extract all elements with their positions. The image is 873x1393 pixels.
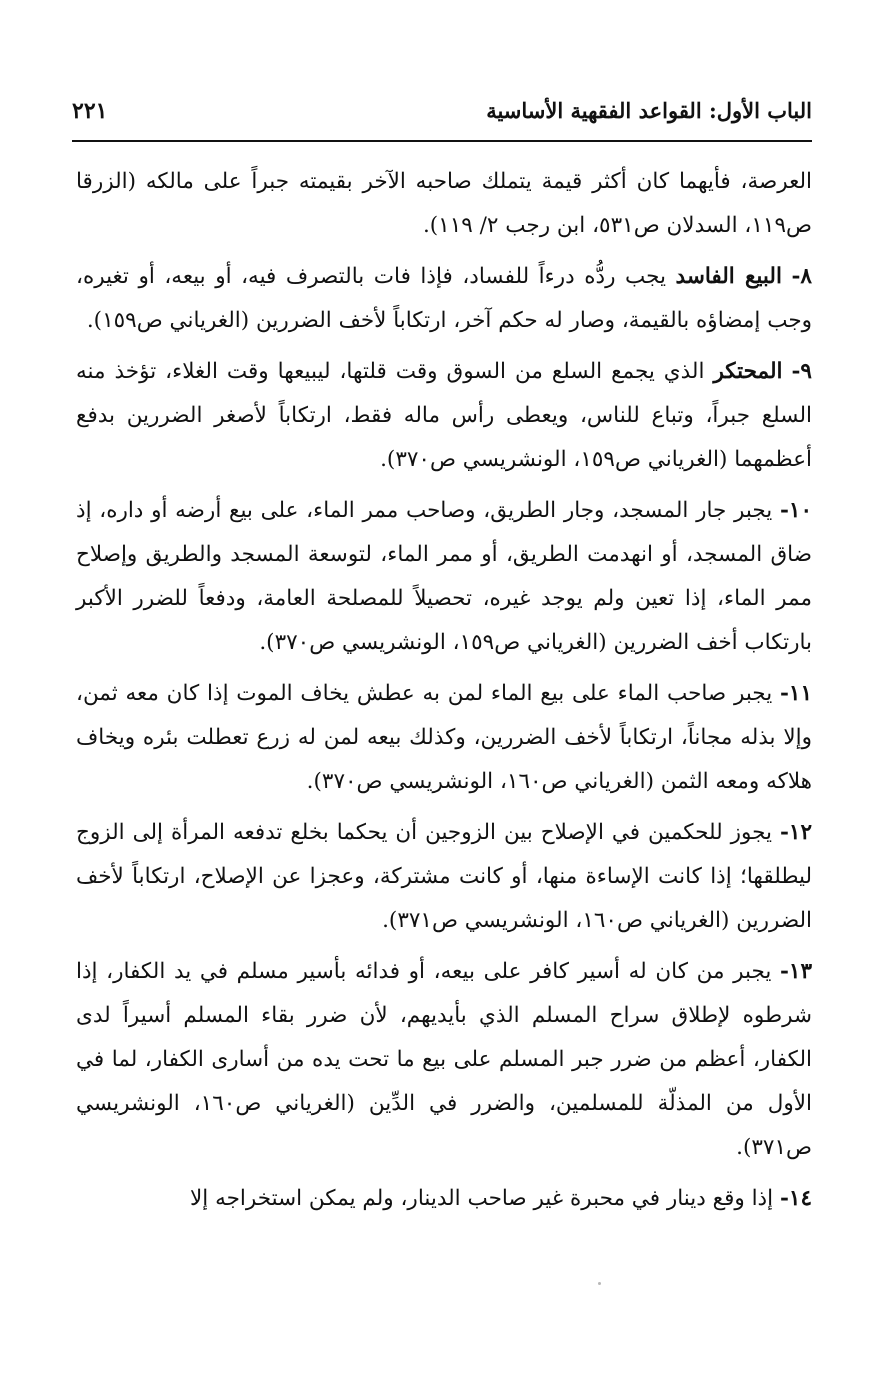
paragraph-number: ١٠- xyxy=(779,498,812,523)
paragraph-text: يجبر صاحب الماء على بيع الماء لمن به عطش يخاف الموت إذا كان معه ثمن، وإلا بذله مجاناً، ارتكاباً لأخف الضررين، وكذلك بيعه لمن له زرع تعطلت بئره ويخاف هلاكه ومعه الثمن (الغرياني ص١٦٠، الونشريسي ص٣٧٠). xyxy=(76,681,812,794)
paragraph-term: المحتكر xyxy=(713,359,783,384)
paragraph-14 xyxy=(76,1177,812,1221)
paragraph-number: ١٢- xyxy=(779,820,812,845)
paragraph-number: ٨- xyxy=(791,264,812,289)
paragraph-number: ١١- xyxy=(779,681,813,706)
paragraph-11 xyxy=(76,672,812,804)
paragraph-number: ١٣- xyxy=(779,959,812,984)
scan-speck xyxy=(598,1282,601,1285)
paragraph-number: ١٤- xyxy=(779,1186,812,1211)
page-number: ٢٢١ xyxy=(72,98,108,124)
paragraph-text: إذا وقع دينار في محبرة غير صاحب الدينار، ولم يمكن استخراجه إلا xyxy=(190,1186,774,1211)
paragraph-text: يجوز للحكمين في الإصلاح بين الزوجين أن يحكما بخلع تدفعه المرأة إلى الزوج ليطلقها؛ إذا كانت الإساءة منها، أو كانت مشتركة، وعجزا عن الإصلاح، ارتكاباً لأخف الضررين (الغرياني ص١٦٠، الونشريسي ص٣٧١). xyxy=(76,820,812,933)
running-header xyxy=(72,98,812,138)
chapter-title: الباب الأول: القواعد الفقهية الأساسية xyxy=(486,98,812,123)
paragraph-text: يجبر جار المسجد، وجار الطريق، وصاحب ممر الماء، على بيع أرضه أو داره، إذ ضاق المسجد، أو انهدمت الطريق، أو ممر الماء، لتوسعة المسجد والطريق وإصلاح ممر الماء، إذا تعين ولم يوجد غيره، تحصيلاً للمصلحة العامة، ودفعاً للضرر الأكبر بارتكاب أخف الضررين (الغرياني ص١٥٩، الونشريسي ص٣٧٠). xyxy=(76,498,812,655)
paragraph-term: البيع الفاسد xyxy=(675,264,782,289)
paragraph-13 xyxy=(76,950,812,1170)
header-divider xyxy=(72,140,812,142)
paragraph-text: يجب ردُّه درءاً للفساد، فإذا فات بالتصرف فيه، أو بيعه، أو تغيره، وجب إمضاؤه بالقيمة، وصار له حكم آخر، ارتكاباً لأخف الضررين (الغرياني ص١٥٩). xyxy=(76,264,812,333)
paragraph-number: ٩- xyxy=(791,359,812,384)
paragraph-10 xyxy=(76,489,812,665)
paragraph-text: يجبر من كان له أسير كافر على بيعه، أو فدائه بأسير مسلم في يد الكفار، إذا شرطوه لإطلاق سراح المسلم الذي بأيديهم، لأن ضرر بقاء المسلم أسيراً لدى الكفار، أعظم من ضرر جبر المسلم على بيع ما تحت يده من أسارى الكفار، لما في الأول من المذلّة للمسلمين، والضرر في الدِّين (الغرياني ص١٦٠، الونشريسي ص٣٧١). xyxy=(76,959,813,1160)
paragraph-9 xyxy=(76,350,812,482)
body-text xyxy=(76,160,812,1228)
paragraph-12 xyxy=(76,811,812,943)
paragraph-8 xyxy=(76,255,812,343)
paragraph-text: الذي يجمع السلع من السوق وقت قلتها، ليبيعها وقت الغلاء، تؤخذ منه السلع جبراً، وتباع للناس، ويعطى رأس ماله فقط، ارتكاباً لأصغر الضررين بدفع أعظمهما (الغرياني ص١٥٩، الونشريسي ص٣٧٠). xyxy=(76,359,812,472)
paragraph-text: العرصة، فأيهما كان أكثر قيمة يتملك صاحبه الآخر بقيمته جبراً على مالكه (الزرقا ص١١٩، السدلان ص٥٣١، ابن رجب ٢/ ١١٩). xyxy=(76,169,812,238)
paragraph-continuation xyxy=(76,160,812,248)
